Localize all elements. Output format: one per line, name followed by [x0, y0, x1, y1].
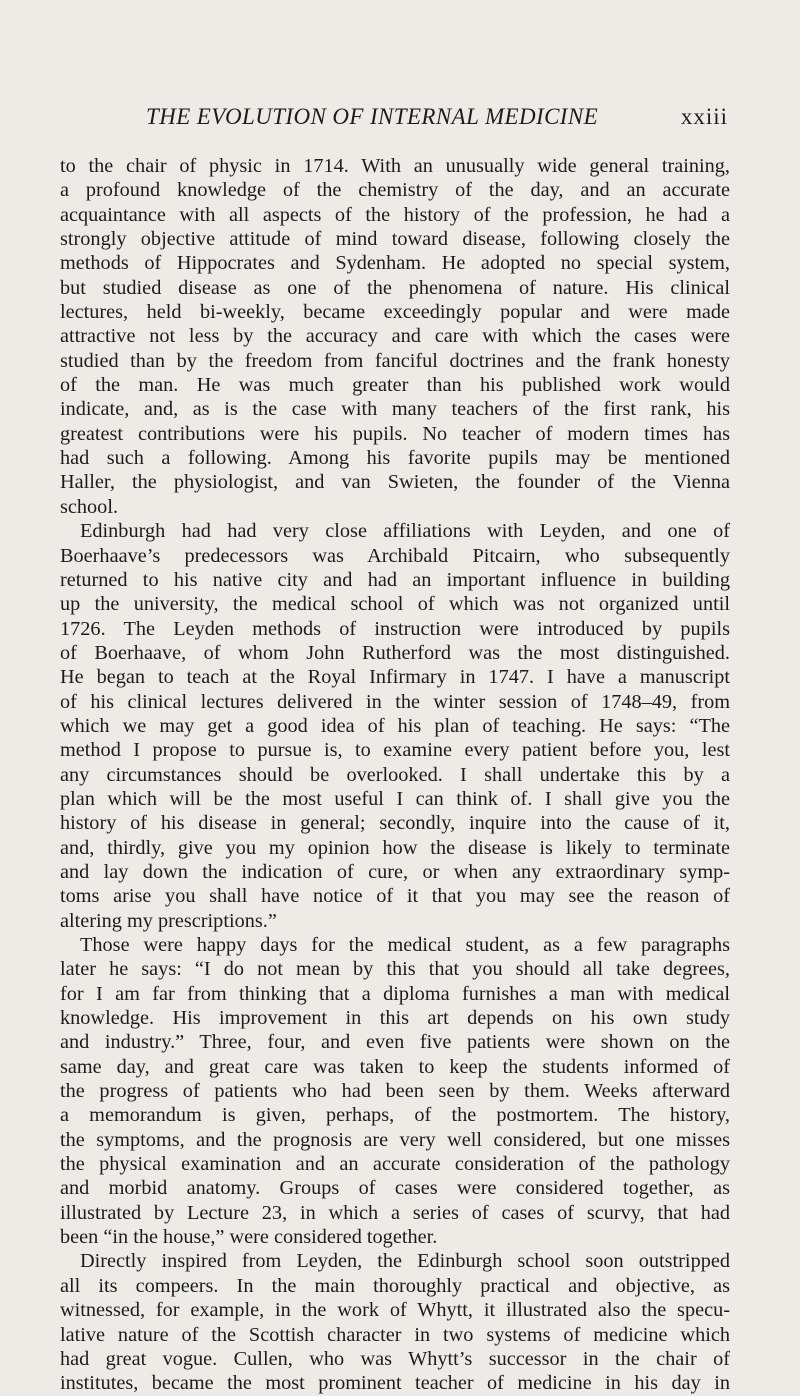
text-line: for I am far from thinking that a diploma furnishes a man with medical [60, 982, 730, 1005]
text-line: which we may get a good idea of his plan of teaching. He says: “The [60, 714, 730, 737]
paragraph-start-line: Those were happy days for the medical student, as a few paragraphs [80, 934, 730, 956]
text-line: plan which will be the most useful I can think of. I shall give you the [60, 787, 730, 810]
text-line: the progress of patients who had been seen by them. Weeks afterward [60, 1080, 730, 1103]
page-number: xxiii [680, 104, 728, 129]
text-line: had such a following. Among his favorite pupils may be mentioned [60, 447, 730, 470]
text-line: returned to his native city and had an important influence in building [60, 568, 730, 591]
text-line: of his clinical lectures delivered in the winter session of 1748–49, from [60, 690, 730, 713]
text-line: of Boerhaave, of whom John Rutherford was the most distinguished. [60, 641, 730, 664]
text-line: strongly objective attitude of mind toward disease, following closely the [60, 228, 730, 251]
text-line: altering my prescriptions.” [60, 909, 277, 932]
text-line: He began to teach at the Royal Infirmary in 1747. I have a manuscript [60, 666, 730, 689]
text-line: and industry.” Three, four, and even five patients were shown on the [60, 1031, 730, 1054]
text-line: studied than by the freedom from fanciful doctrines and the frank honesty [60, 349, 730, 372]
text-line: toms arise you shall have notice of it that you may see the reason of [60, 885, 730, 908]
text-line: same day, and great care was taken to keep the students informed of [60, 1055, 730, 1078]
body-text [60, 154, 730, 1396]
text-line: school. [60, 495, 119, 518]
text-line: all its compeers. In the main thoroughly practical and objective, as [60, 1274, 730, 1297]
text-line: but studied disease as one of the phenomena of nature. His clinical [60, 276, 730, 299]
text-line: and morbid anatomy. Groups of cases were considered together, as [60, 1177, 730, 1200]
text-line: attractive not less by the accuracy and care with which the cases were [60, 325, 730, 348]
text-line: later he says: “I do not mean by this that you should all take degrees, [60, 958, 730, 981]
text-line: the symptoms, and the prognosis are very well considered, but one misses [60, 1128, 730, 1151]
running-head [60, 104, 728, 134]
text-line: a profound knowledge of the chemistry of the day, and an accurate [60, 179, 730, 202]
text-line: the physical examination and an accurate consideration of the pathology [60, 1153, 730, 1176]
text-line: and, thirdly, give you my opinion how the disease is likely to terminate [60, 836, 730, 859]
text-line: up the university, the medical school of which was not organized until [60, 593, 730, 616]
text-line: been “in the house,” were considered together. [60, 1226, 438, 1249]
text-line: any circumstances should be overlooked. I shall undertake this by a [60, 763, 730, 786]
text-line: 1726. The Leyden methods of instruction were introduced by pupils [60, 617, 730, 640]
text-line: witnessed, for example, in the work of Whytt, it illustrated also the specu- [60, 1299, 730, 1322]
running-head-title: THE EVOLUTION OF INTERNAL MEDICINE [146, 104, 599, 129]
text-line: a memorandum is given, perhaps, of the postmortem. The history, [60, 1104, 730, 1127]
text-line: institutes, became the most prominent teacher of medicine in his day in [60, 1372, 730, 1395]
text-line: had great vogue. Cullen, who was Whytt’s successor in the chair of [60, 1347, 730, 1370]
text-line: Boerhaave’s predecessors was Archibald Pitcairn, who subsequently [60, 544, 730, 567]
text-line: of the man. He was much greater than his published work would [60, 374, 730, 397]
text-line: greatest contributions were his pupils. No teacher of modern times has [60, 422, 730, 445]
text-line: indicate, and, as is the case with many teachers of the first rank, his [60, 398, 730, 421]
text-line: acquaintance with all aspects of the history of the profession, he had a [60, 203, 730, 226]
text-line: lative nature of the Scottish character in two systems of medicine which [60, 1323, 730, 1346]
text-line: knowledge. His improvement in this art depends on his own study [60, 1007, 730, 1030]
text-line: illustrated by Lecture 23, in which a series of cases of scurvy, that had [60, 1201, 730, 1224]
text-line: methods of Hippocrates and Sydenham. He adopted no special system, [60, 252, 730, 275]
paragraph-start-line: Edinburgh had had very close affiliations with Leyden, and one of [80, 520, 730, 543]
text-line: and lay down the indication of cure, or when any extraordinary symp- [60, 860, 730, 883]
text-line: method I propose to pursue is, to examine every patient before you, lest [60, 739, 730, 762]
text-line: history of his disease in general; secondly, inquire into the cause of it, [60, 812, 730, 835]
text-line: to the chair of physic in 1714. With an unusually wide general training, [60, 155, 730, 177]
text-line: lectures, held bi-weekly, became exceedingly popular and were made [60, 301, 730, 324]
text-line: Haller, the physiologist, and van Swieten, the founder of the Vienna [60, 471, 730, 494]
paragraph-start-line: Directly inspired from Leyden, the Edinburgh school soon outstripped [80, 1250, 730, 1273]
